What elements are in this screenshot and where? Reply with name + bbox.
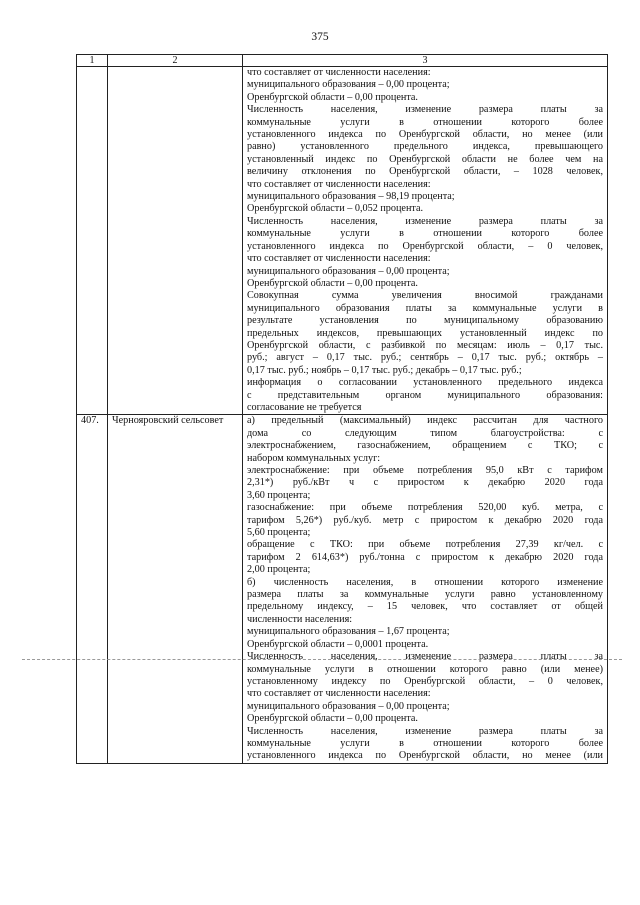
text-line: установленного индекса по Оренбургской области, но менее (или bbox=[247, 129, 603, 141]
table-header-row bbox=[77, 55, 608, 67]
text-line: коммунальные услуги в отношении которого более bbox=[247, 116, 603, 128]
text-line: Численность населения, изменение размера платы за bbox=[247, 104, 603, 116]
municipality-name: Чернояровский сельсовет bbox=[108, 415, 243, 763]
text-line: что составляет от численности населения: bbox=[247, 688, 431, 700]
text-line: 5,60 процента; bbox=[247, 527, 311, 539]
text-line: 0,17 тыс. руб.; ноябрь – 0,17 тыс. руб.; декабрь – 0,17 тыс. руб.; bbox=[247, 364, 522, 376]
text-line: тарифом 5,26*) руб./куб. метр с приростом к декабрю 2020 года bbox=[247, 514, 603, 526]
text-line: тарифом 2 614,63*) руб./тонна с приростом к декабрю 2020 года bbox=[247, 551, 603, 563]
text-line: муниципального образования платы за коммунальные услуги в bbox=[247, 302, 603, 314]
table-row bbox=[77, 67, 608, 415]
municipality-name bbox=[108, 67, 243, 415]
text-line: Оренбургской области – 0,00 процента. bbox=[247, 713, 418, 725]
text-line: информация о согласовании установленного предельного индекса bbox=[247, 377, 603, 389]
text-line: Численность населения, изменение размера платы за bbox=[247, 651, 603, 663]
text-line: муниципального образования – 0,00 процента; bbox=[247, 265, 450, 277]
row-description bbox=[243, 415, 608, 763]
scan-artifact-line bbox=[22, 659, 622, 660]
text-line: муниципального образования – 0,00 процента; bbox=[247, 79, 450, 91]
text-line: 3,60 процента; bbox=[247, 489, 311, 501]
text-line: муниципального образования – 98,19 процента; bbox=[247, 191, 455, 203]
text-line: коммунальные услуги в отношении которого более bbox=[247, 737, 603, 749]
text-line: предельных индексов, превышающих установленный индекс по bbox=[247, 327, 603, 339]
text-line: газоснабжение: при объеме потребления 520,00 куб. метра, с bbox=[247, 502, 603, 514]
text-line: дома со следующим типом благоустройства: с bbox=[247, 427, 603, 439]
text-line: коммунальные услуги в отношении которого более bbox=[247, 228, 603, 240]
text-line: коммунальные услуги в отношении которого равно (или менее) bbox=[247, 663, 603, 675]
text-line: установленный индекс по Оренбургской области не более чем на bbox=[247, 153, 603, 165]
column-header-3: 3 bbox=[243, 55, 608, 67]
text-line: 2,00 процента; bbox=[247, 564, 311, 576]
text-line: равно) установленного предельного индекса, превышающего bbox=[247, 141, 603, 153]
text-line: что составляет от численности населения: bbox=[247, 253, 431, 265]
text-line: Оренбургской области – 0,052 процента. bbox=[247, 203, 424, 215]
text-line: муниципального образования – 1,67 процента; bbox=[247, 626, 450, 638]
text-line: что составляет от численности населения: bbox=[247, 178, 431, 190]
text-line: 2,31*) руб./кВт ч с приростом к декабрю 2020 года bbox=[247, 477, 603, 489]
text-line: Совокупная сумма увеличения вносимой гражданами bbox=[247, 290, 603, 302]
text-line: Оренбургской области, с разбивкой по месяцам: июль – 0,17 тыс. bbox=[247, 339, 603, 351]
text-line: результате установления по муниципальному образованию bbox=[247, 315, 603, 327]
column-header-1: 1 bbox=[77, 55, 108, 67]
text-line: что составляет от численности населения: bbox=[247, 67, 431, 78]
text-line: муниципального образования – 0,00 процента; bbox=[247, 700, 450, 712]
text-line: предельному индексу, – 15 человек, что составляет от общей bbox=[247, 601, 603, 613]
row-number bbox=[77, 67, 108, 415]
text-line: величину отклонения по Оренбургской области, – 1028 человек, bbox=[247, 166, 603, 178]
text-line: установленного индекса по Оренбургской области, – 0 человек, bbox=[247, 240, 603, 252]
text-line: обращение с ТКО: при объеме потребления 27,39 кг/чел. с bbox=[247, 539, 603, 551]
text-line: с представительным органом муниципального образования: bbox=[247, 389, 603, 401]
text-line: Численность населения, изменение размера платы за bbox=[247, 725, 603, 737]
row-number: 407. bbox=[77, 415, 108, 763]
text-line: а) предельный (максимальный) индекс рассчитан для частного bbox=[247, 415, 603, 427]
text-line: электроснабжением, газоснабжением, обращением с ТКО; с bbox=[247, 440, 603, 452]
text-line: руб.; август – 0,17 тыс. руб.; сентябрь – 0,17 тыс. руб.; октябрь – bbox=[247, 352, 603, 364]
document-table bbox=[76, 54, 608, 764]
text-line: Оренбургской области – 0,00 процента. bbox=[247, 91, 418, 103]
text-line: электроснабжение: при объеме потребления 95,0 кВт с тарифом bbox=[247, 465, 603, 476]
row-description bbox=[243, 67, 608, 415]
table-row bbox=[77, 415, 608, 763]
text-line: Оренбургской области – 0,00 процента. bbox=[247, 277, 418, 289]
text-line: установленному индексу по Оренбургской области, – 0 человек, bbox=[247, 675, 603, 687]
text-line: согласование не требуется bbox=[247, 401, 362, 413]
text-line: численности населения: bbox=[247, 613, 353, 625]
text-line: Оренбургской области – 0,0001 процента. bbox=[247, 638, 429, 650]
text-line: установленного индекса по Оренбургской области, но менее (или bbox=[247, 750, 603, 762]
column-header-2: 2 bbox=[108, 55, 243, 67]
page-number: 375 bbox=[311, 31, 329, 43]
text-line: размера платы за коммунальные услуги равно установленному bbox=[247, 589, 603, 601]
text-line: набором коммунальных услуг: bbox=[247, 452, 381, 464]
text-line: б) численность населения, в отношении которого изменение bbox=[247, 576, 603, 588]
text-line: Численность населения, изменение размера платы за bbox=[247, 215, 603, 227]
